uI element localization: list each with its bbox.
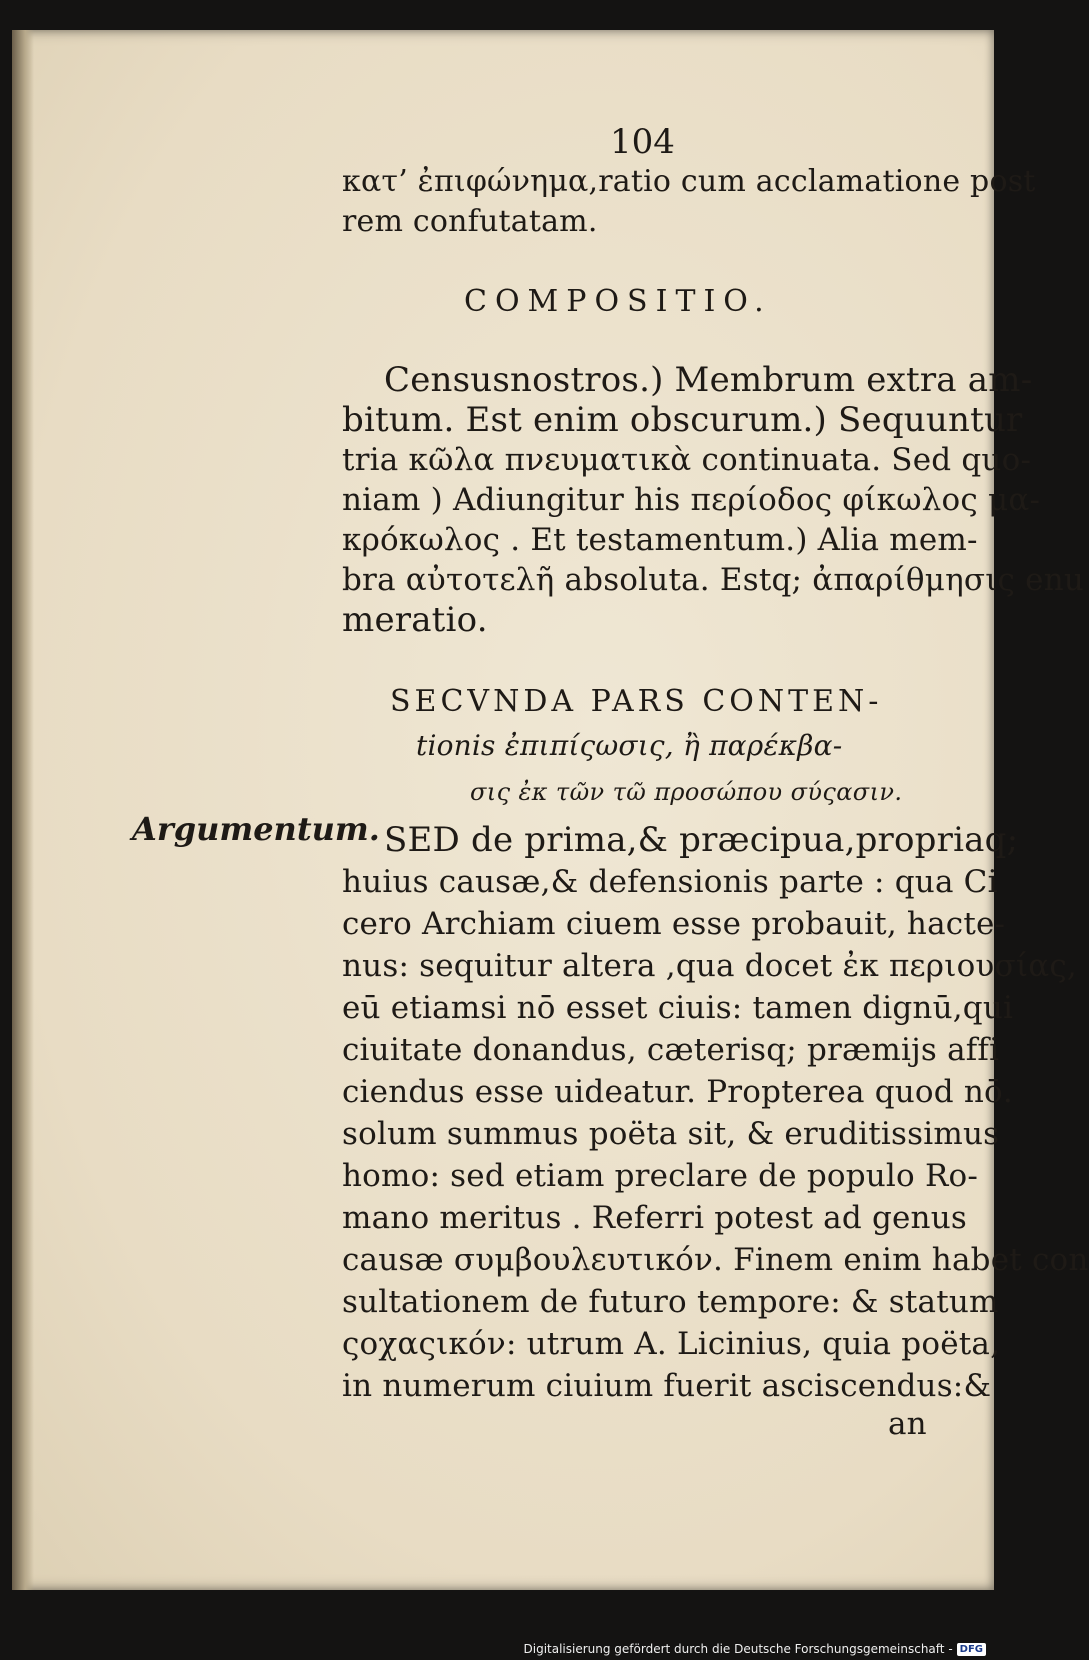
secunda-heading-line-2: tionis ἐπιπίςωσις, ἢ παρέκβα- xyxy=(416,729,843,762)
argumentum-line-13: ςοχαςικόν: utrum A. Licinius, quia poëta, xyxy=(342,1326,1001,1362)
argumentum-line-14: in numerum ciuium fuerit asciscendus:& xyxy=(342,1368,992,1404)
argumentum-line-5: eū etiamsi nō esset ciuis: tamen dignū,qui xyxy=(342,990,1014,1026)
page-number: 104 xyxy=(610,122,675,162)
compositio-line-1: Censusnostros.) Membrum extra am- xyxy=(384,360,1033,400)
compositio-line-3: tria κῶλα πνευματικὰ continuata. Sed quo- xyxy=(342,442,1032,478)
book-page xyxy=(12,30,1089,1590)
intro-line-2: rem confutatam. xyxy=(342,204,598,239)
argumentum-line-12: sultationem de futuro tempore: & statum xyxy=(342,1284,999,1320)
footer-text: Digitalisierung gefördert durch die Deutsche Forschungsgemeinschaft - xyxy=(523,1642,953,1656)
dfg-logo: DFG xyxy=(957,1643,986,1656)
argumentum-line-4: nus: sequitur altera ,qua docet ἐκ περιουσίας, xyxy=(342,948,1077,984)
compositio-line-6: bra αὐτοτελῆ absoluta. Estq; ἀπαρίθμησις enu xyxy=(342,562,1085,598)
secunda-heading-line-3: σις ἐκ τῶν τῶ προσώπου σύςασιν. xyxy=(470,778,903,806)
argumentum-line-7: ciendus esse uideatur. Propterea quod nō. xyxy=(342,1074,1013,1110)
secunda-heading-line-1: SECVNDA PARS CONTEN- xyxy=(390,684,883,719)
argumentum-line-6: ciuitate donandus, cæterisq; præmijs affi xyxy=(342,1032,1000,1068)
argumentum-line-10: mano meritus . Referri potest ad genus xyxy=(342,1200,967,1236)
argumentum-line-8: solum summus poëta sit, & eruditissimus xyxy=(342,1116,1000,1152)
intro-line-1: κατ’ ἐπιφώνημα,ratio cum acclamatione post xyxy=(342,164,1036,199)
argumentum-line-11: causæ συμβουλευτικόν. Finem enim habet con xyxy=(342,1242,1089,1278)
catchword: an xyxy=(888,1406,927,1442)
argumentum-line-1: SED de prima,& præcipua,propriaq; xyxy=(384,820,1019,860)
compositio-line-4: niam ) Adiungitur his περίοδος φίκωλος μα- xyxy=(342,482,1041,518)
compositio-heading: COMPOSITIO. xyxy=(464,284,772,319)
argumentum-line-9: homo: sed etiam preclare de populo Ro- xyxy=(342,1158,979,1194)
compositio-line-2: bitum. Est enim obscurum.) Sequuntur xyxy=(342,400,1023,440)
compositio-line-7: meratio. xyxy=(342,600,488,640)
book-spine-shadow xyxy=(12,30,34,1590)
margin-note-argumentum: Argumentum. xyxy=(132,810,380,848)
argumentum-line-2: huius causæ,& defensionis parte : qua Ci xyxy=(342,864,998,900)
compositio-line-5: κρόκωλος . Et testamentum.) Alia mem- xyxy=(342,522,978,558)
argumentum-line-3: cero Archiam ciuem esse probauit, hacte- xyxy=(342,906,1006,942)
digitization-footer xyxy=(524,1642,987,1656)
